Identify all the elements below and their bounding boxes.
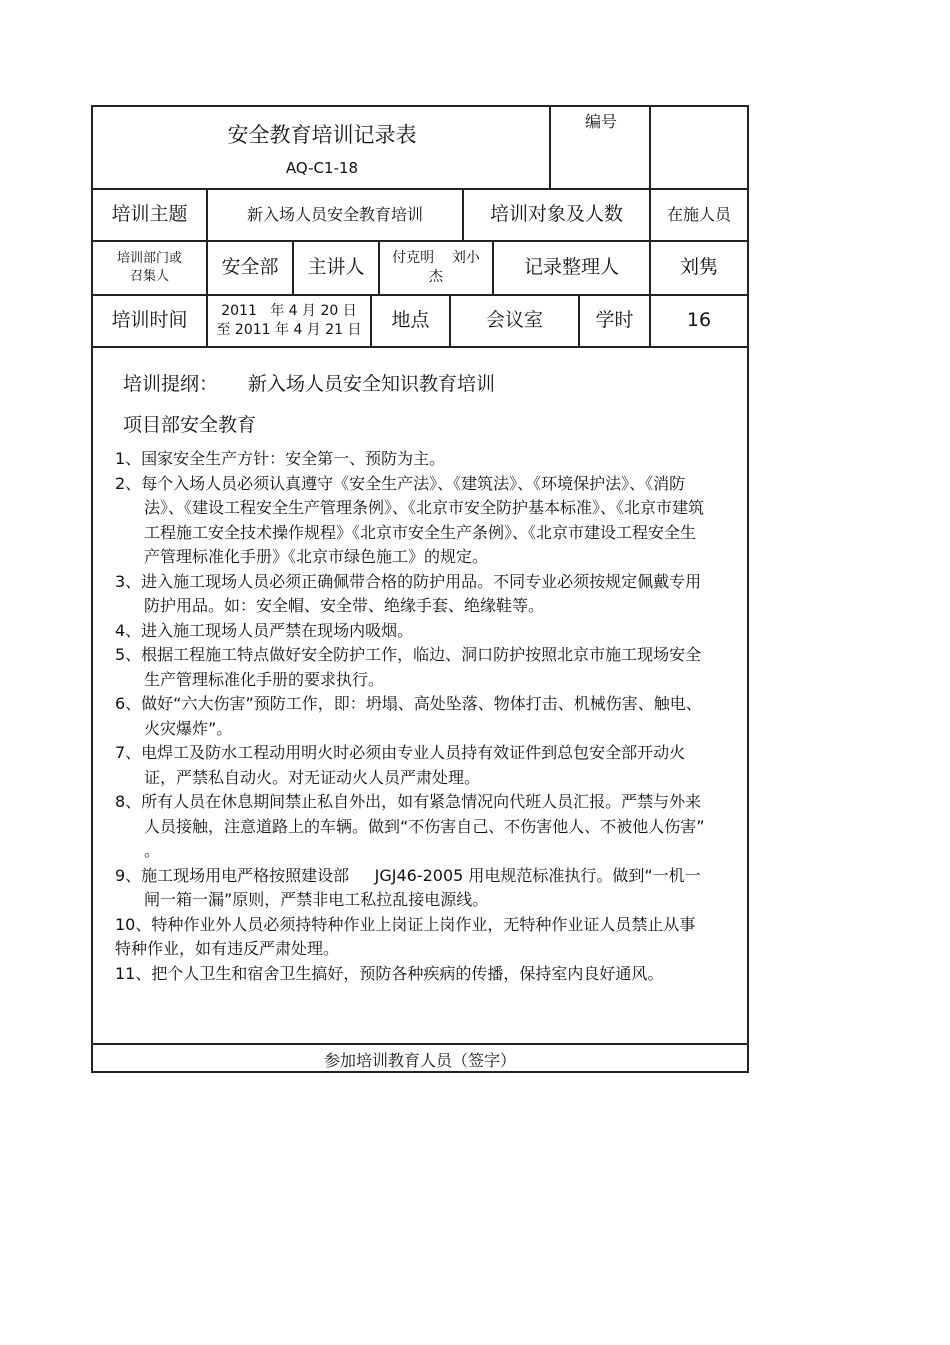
list-item: 6、做好“六大伤害”预防工作，即：坍塌、高处坠落、物体打击、机械伤害、触电、火灾爆炸”。 — [115, 694, 702, 738]
number-value-cell[interactable] — [651, 107, 747, 188]
time-label: 培训时间 — [111, 309, 188, 332]
dept-value: 安全部 — [221, 256, 279, 279]
list-item: 9、施工现场用电严格按照建设部 JGJ46-2005 用电规范标准执行。做到“一机一闸一箱一漏”原则，严禁非电工私拉乱接电源线。 — [115, 865, 701, 909]
form-code: AQ-C1-18 — [285, 159, 359, 177]
list-item: 8、所有人员在休息期间禁止私自外出，如有紧急情况向代班人员汇报。严禁与外来人员接触，注意道路上的车辆。做到“不伤害自己、不伤害他人、不被他人伤害” 。 — [115, 792, 736, 860]
number-label: 编号 — [584, 112, 617, 131]
topic-label: 培训主题 — [111, 203, 188, 226]
recorder-value: 刘隽 — [679, 256, 718, 279]
hours-value: 16 — [686, 309, 712, 332]
time-value — [208, 296, 370, 346]
place-label: 地点 — [391, 309, 430, 332]
dept-label-line2: 召集人 — [129, 269, 169, 284]
time-line2: 至 2011 年 4 月 21 日 — [216, 322, 362, 338]
target-value: 在施人员 — [666, 205, 731, 225]
list-item: 3、进入施工现场人员必须正确佩带合格的防护用品。不同专业必须按规定佩戴专用防护用品。如：安全帽、安全带、绝缘手套、绝缘鞋等。 — [115, 571, 702, 615]
speaker-line1: 付克明 刘小 — [392, 250, 480, 267]
section-title: 项目部安全教育 — [123, 414, 257, 436]
dept-label — [93, 242, 206, 294]
training-record-form — [91, 105, 749, 1073]
place-value: 会议室 — [485, 309, 543, 332]
outline-value: 新入场人员安全知识教育培训 — [248, 373, 496, 395]
speaker-value — [380, 242, 492, 294]
speaker-label: 主讲人 — [307, 256, 365, 279]
list-item: 5、根据工程施工特点做好安全防护工作，临边、洞口防护按照北京市施工现场安全生产管理标准化手册的要求执行。 — [115, 645, 702, 689]
speaker-line2: 杰 — [429, 269, 443, 285]
hours-label: 学时 — [595, 309, 634, 332]
time-line1: 2011 年 4 月 20 日 — [221, 303, 357, 320]
item-list — [115, 447, 736, 986]
recorder-label: 记录整理人 — [523, 256, 619, 279]
topic-value: 新入场人员安全教育培训 — [246, 205, 423, 225]
outline-label: 培训提纲： — [123, 373, 219, 395]
list-item: 10、特种作业外人员必须持特种作业上岗证上岗作业，无特种作业证人员禁止从事特种作业，如有违反严肃处理。 — [115, 914, 696, 958]
form-title: 安全教育培训记录表 — [227, 123, 417, 147]
list-item: 2、每个入场人员必须认真遵守《安全生产法》、《建筑法》、《环境保护法》、《消防法》、《建设工程安全生产管理条例》、《北京市安全防护基本标准》、《北京市建筑工程施工安全技术操作规程》《北京市安全生产条例》、《北京市建设工程安全生产管理标准化手册》《北京市绿色施工》的规定。 — [115, 473, 705, 566]
signature-label: 参加培训教育人员（签字） — [323, 1050, 516, 1070]
list-item: 11、把个人卫生和宿舍卫生搞好，预防各种疾病的传播，保持室内良好通风。 — [115, 963, 664, 983]
target-label: 培训对象及人数 — [489, 203, 623, 226]
list-item: 1、国家安全生产方针：安全第一、预防为主。 — [115, 449, 446, 468]
list-item: 4、进入施工现场人员严禁在现场内吸烟。 — [115, 620, 414, 640]
outline-heading — [123, 369, 495, 396]
list-item: 7、电焊工及防水工程动用明火时必须由专业人员持有效证件到总包安全部开动火证，严禁私自动火。对无证动火人员严肃处理。 — [115, 743, 686, 787]
dept-label-line1: 培训部门或 — [116, 251, 182, 267]
